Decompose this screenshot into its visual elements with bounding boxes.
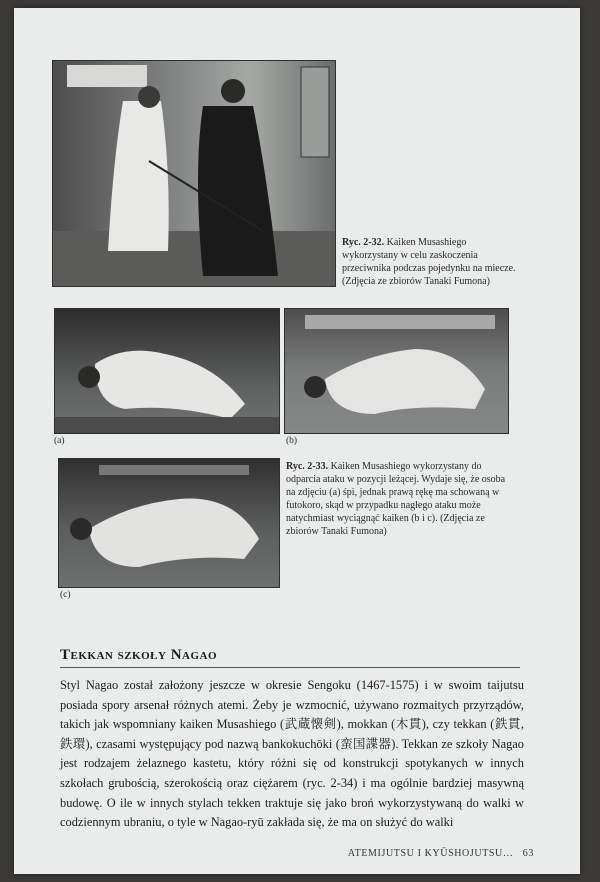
page-number: 63 (522, 848, 534, 859)
photo-fig-2-33c (58, 458, 280, 588)
caption-label: Ryc. 2-32. (342, 237, 385, 248)
book-page (14, 8, 580, 874)
heading-rule (60, 667, 520, 668)
photo-fig-2-33a (54, 308, 280, 434)
caption-text: Kaiken Musashiego wykorzystany do odparcia ataku w pozycji leżącej. Wydaje się, że osoba na zdjęciu (a) śpi, jednak prawą rękę ma schowaną w futokoro, skąd w przypadku nagłego ataku może natychmiast wyciągnąć kaiken (b i c). (Zdjęcia ze zbiorów Tanaki Fumona) (286, 461, 506, 537)
subcaption-b: (b) (286, 436, 298, 446)
running-head: ATEMIJUTSU I KYŪSHOJUTSU… (347, 848, 514, 859)
caption-text: Kaiken Musashiego wykorzystany w celu zaskoczenia przeciwnika podczas pojedynku na miecze. (Zdjęcia ze zbiorów Tanaki Fumona) (342, 237, 516, 287)
caption-fig-2-33 (286, 460, 514, 538)
section-heading: Tekkan szkoły Nagao (60, 647, 218, 663)
caption-label: Ryc. 2-33. (286, 461, 329, 472)
photo-fig-2-33b (284, 308, 509, 434)
body-paragraph: Styl Nagao został założony jeszcze w okresie Sengoku (1467-1575) i w swoim taijutsu posiada spory arsenał różnych atemi. Żeby je wzmocnić, używano rozmaitych przyrządów, takich jak wspomniany kaiken Musashiego (武蔵懐剣), mokkan (木貫), czy tekkan (鉄貫, 鉄環), czasami występujący pod nazwą bankokuchōki (蛮国諜器). Tekkan ze szkoły Nagao jest rodzajem żelaznego kastetu, który różni się od konstrukcji spotykanych w innych szkołach grubością, szerokością oraz ciężarem (ryc. 2-34) i ma ogólnie bardziej masywną budowę. O ile w innych stylach tekken traktuje się jako broń wykorzystywaną do walki w codziennym ubraniu, o tyle w Nagao-ryū zakłada się, że ma on służyć do walki (60, 678, 524, 830)
photo-fig-2-32 (52, 60, 336, 287)
page-footer (348, 848, 534, 859)
subcaption-c: (c) (60, 590, 71, 600)
caption-fig-2-32 (342, 236, 518, 288)
subcaption-a: (a) (54, 436, 65, 446)
